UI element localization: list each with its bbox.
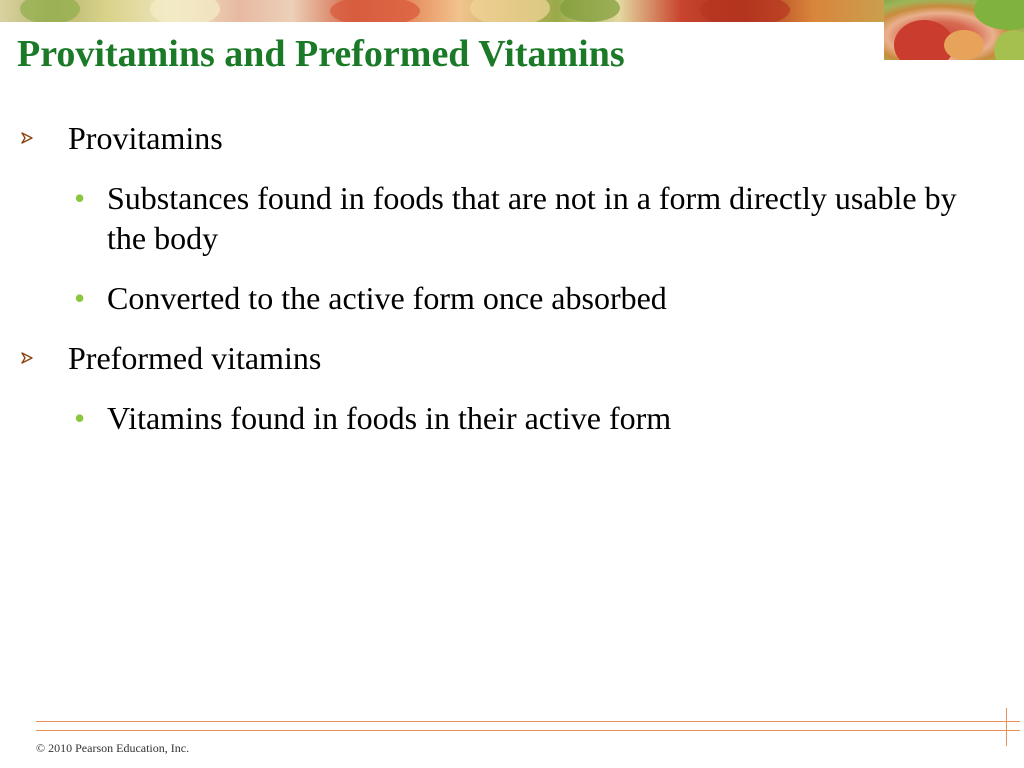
sub-bullet-dot-icon: •	[74, 400, 86, 436]
vegetable-photo	[884, 0, 1024, 60]
slide-title: Provitamins and Preformed Vitamins	[17, 33, 625, 75]
food-photo-banner	[0, 0, 884, 22]
sub-bullet-item	[0, 278, 1000, 318]
sub-bullet-dot-icon: •	[74, 180, 86, 216]
sub-bullet-item	[0, 398, 1000, 438]
sub-bullet-item	[0, 178, 1000, 258]
sub-bullet-text: Converted to the active form once absorbed	[107, 280, 667, 316]
bullet-text: Preformed vitamins	[68, 340, 322, 376]
sub-bullet-text: Vitamins found in foods in their active form	[107, 400, 672, 436]
bullet-list	[0, 118, 1000, 458]
arrow-bullet-icon	[20, 131, 34, 145]
arrow-bullet-icon	[20, 351, 34, 365]
copyright-text: © 2010 Pearson Education, Inc.	[36, 741, 190, 755]
sub-bullet-dot-icon: •	[74, 280, 86, 316]
bullet-item	[0, 338, 1000, 378]
sub-bullet-text: Substances found in foods that are not in a form directly usable by the body	[107, 180, 957, 256]
bullet-text: Provitamins	[68, 120, 223, 156]
bullet-item	[0, 118, 1000, 158]
